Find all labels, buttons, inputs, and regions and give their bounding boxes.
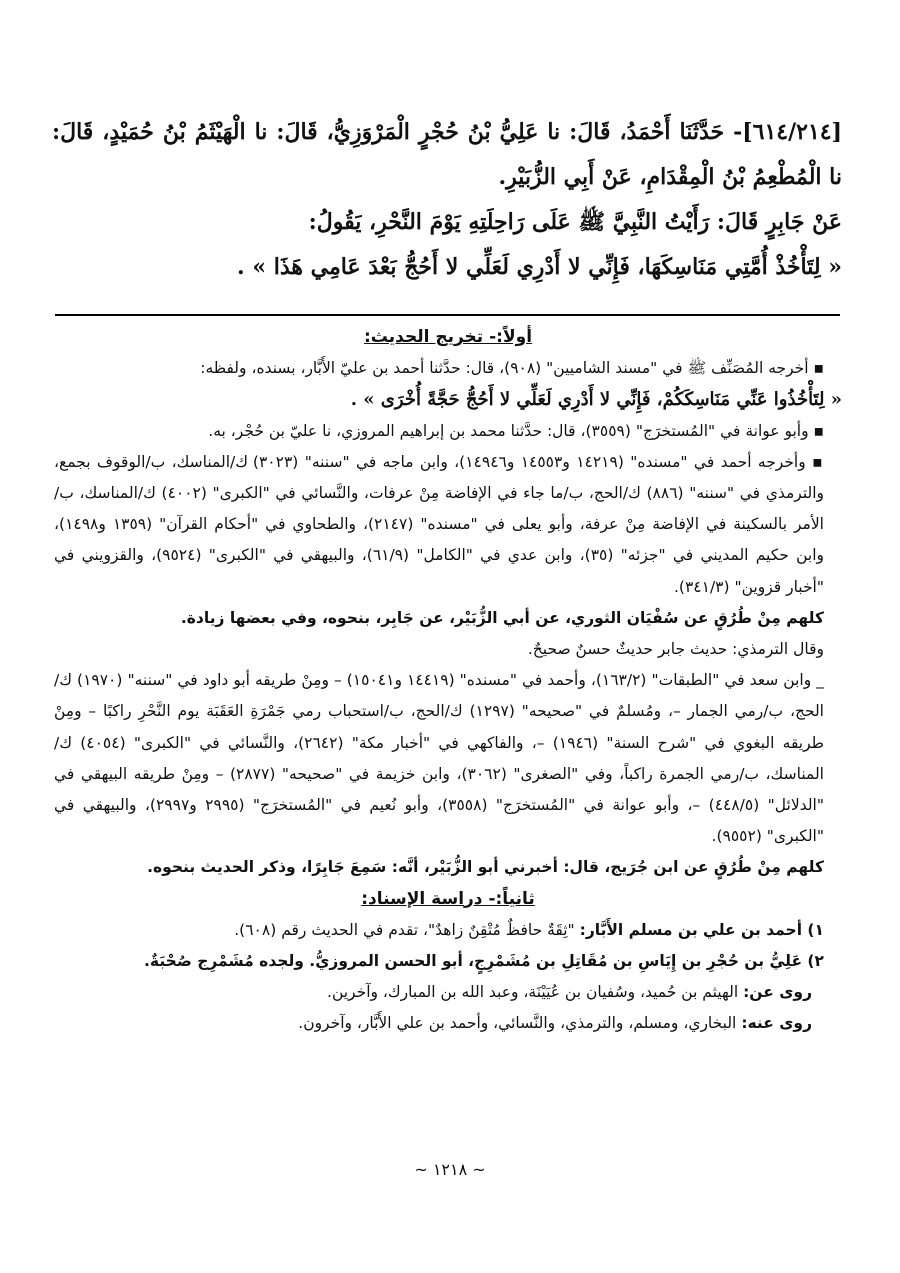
narrator-1-name: ١) أحمد بن علي بن مسلم الأَبَّار: bbox=[579, 920, 824, 939]
narrator-2: ٢) عَلِيُّ بن حُجْرِ بن إِيَاسِ بن مُقَاتِلِ بن مُشَمْرِجٍ، أبو الحسن المروزيُّ. ولجده مُشَمْرِج صُحْبَةٌ. bbox=[144, 952, 824, 971]
hadith-isnad: [٦١٤/٢١٤]- حَدَّثَنَا أَحْمَدُ، قَالَ: نا عَلِيُّ بْنُ حُجْرٍ الْمَرْوَزِيُّ، قَالَ: نا الْهَيْثَمُ بْنُ حُمَيْدٍ، قَالَ: نا الْمُطْعِمُ بْنُ الْمِقْدَامِ، عَنْ أَبِي الزُّبَيْرِ. bbox=[52, 119, 842, 190]
rawa-anhu-label: روى عنه: bbox=[741, 1014, 812, 1033]
paragraph-7: كلهم مِنْ طُرُقٍ عن ابن جُرَيج، قال: أخبرني أبو الزُّبَيْر، أنَّه: سَمِعَ جَابِرًا، وذكر الحديث بنحوه. bbox=[147, 858, 824, 877]
paragraph-5: وقال الترمذي: حديث جابر حديثٌ حسنٌ صحيحٌ. bbox=[527, 640, 824, 659]
takhrij-heading: أولاً:- تخريج الحديث: bbox=[363, 327, 533, 347]
isnad-heading: ثانياً:- دراسة الإسناد: bbox=[361, 888, 535, 909]
rawa-an bbox=[54, 977, 842, 1008]
rawa-anhu-text: البخاري، ومسلم، والترمذي، والنَّسائي، وأحمد بن علي الأَبَّار، وآخرون. bbox=[298, 1014, 737, 1033]
paragraph-3: ▪ وأخرجه أحمد في "مسنده" (١٤٢١٩ و١٤٥٥٣ و١٤٩٤٦)، وابن ماجه في "سننه" (٣٠٢٣) ك/المناسك، ب/الوقوف بجمع، والترمذي في "سننه" (٨٨٦) ك/الحج، ب/ما جاء في الإفاضة مِنْ عرفات، والنَّسائي في "الكبرى" (٤٠٠٢) ك/المناسك، ب/الأمر بالسكينة في الإفاضة مِنْ عرفة، وأبو يعلى في "مسنده" (٢١٤٧)، والطحاوي في "أحكام القرآن" (١٣٥٩ و١٤٩٨)، وابن حكيم المديني في "جزئه" (٣٥)، وابن عدي في "الكامل" (٦١/٩)، والبيهقي في "الكبرى" (٩٥٢٤)، والقزويني في "أخبار قزوين" (٣٤١/٣). bbox=[54, 452, 825, 596]
rawa-anhu bbox=[54, 1008, 842, 1039]
narrator-1 bbox=[54, 915, 842, 946]
narrator-1-note: "ثِقَةٌ حافظٌ مُتْقِنٌ زاهدٌ"، تقدم في الحديث رقم (٦٠٨). bbox=[234, 920, 575, 939]
hadith-narration: عَنْ جَابِرٍ قَالَ: رَأَيْتُ النَّبِيَّ ﷺ عَلَى رَاحِلَتِهِ يَوْمَ النَّحْرِ، يَقُولُ: bbox=[308, 209, 842, 235]
separator-line bbox=[55, 314, 840, 316]
rawa-an-label: روى عن: bbox=[743, 983, 812, 1002]
rawa-an-text: الهيثم بن حُميد، وسُفيان بن عُيَيْنَة، وعبد الله بن المبارك، وآخرين. bbox=[327, 983, 739, 1002]
paragraph-4: كلهم مِنْ طُرُقٍ عن سُفْيَان الثوري، عن أبي الزُّبَيْر، عن جَابِر، بنحوه، وفي بعضها زيادة. bbox=[180, 608, 824, 627]
paragraph-1: ▪ أخرجه المُصَنِّف ﷺ في "مسند الشاميين" (٩٠٨)، قال: حدَّثنا أحمد بن عليّ الأَبَّار، بسنده، ولفظه: bbox=[200, 359, 824, 378]
paragraph-2: ▪ وأبو عوانة في "المُستخرَج" (٣٥٥٩)، قال: حدَّثنا محمد بن إبراهيم المروزي، نا عليّ بن حُجْر، به. bbox=[208, 421, 824, 440]
hadith-matn: « لِتَأْخُذْ أُمَّتِي مَنَاسِكَهَا، فَإِنِّي لا أَدْرِي لَعَلِّي لا أَحُجُّ بَعْدَ عَامِي هَذَا » . bbox=[237, 254, 842, 280]
page-number: ~ ١٢١٨ ~ bbox=[414, 1160, 486, 1179]
paragraph-6: _ وابن سعد في "الطبقات" (١٦٣/٢)، وأحمد في "مسنده" (١٤٤١٩ و١٥٠٤١) – ومِنْ طريقه أبو داود في "سننه" (١٩٧٠) ك/الحج، ب/رمي الجمار –، ومُسلمٌ في "صحيحه" (١٢٩٧) ك/الحج، ب/استحباب رمي جَمْرَةِ العَقَبَة يوم النَّحْرِ راكبًا – ومِنْ طريقه البغوي في "شرح السنة" (١٩٤٦) –، والفاكهي في "أخبار مكة" (٢٦٤٢)، والنَّسائي في "الكبرى" (٤٠٥٤) ك/المناسك، ب/رمي الجمرة راكباً، وفي "الصغرى" (٣٠٦٢)، وابن خزيمة في "صحيحه" (٢٨٧٧) – ومِنْ طريقه البيهقي في "الدلائل" (٤٤٨/٥) –، وأبو عوانة في "المُستخرَج" (٣٥٥٨)، وأبو نُعيم في "المُستخرَج" (٢٩٩٥ و٢٩٩٧)، والبيهقي في "الكبرى" (٩٥٥٢). bbox=[54, 671, 824, 846]
paragraph-1-quote: « لِتَأْخُذُوا عَنِّي مَنَاسِكَكُمْ، فَإِنِّي لا أَدْرِي لَعَلِّي لا أَحُجُّ حَجَّةً أُخْرَى » . bbox=[350, 389, 842, 411]
commentary-body bbox=[54, 322, 842, 1040]
hadith-block bbox=[52, 110, 842, 290]
